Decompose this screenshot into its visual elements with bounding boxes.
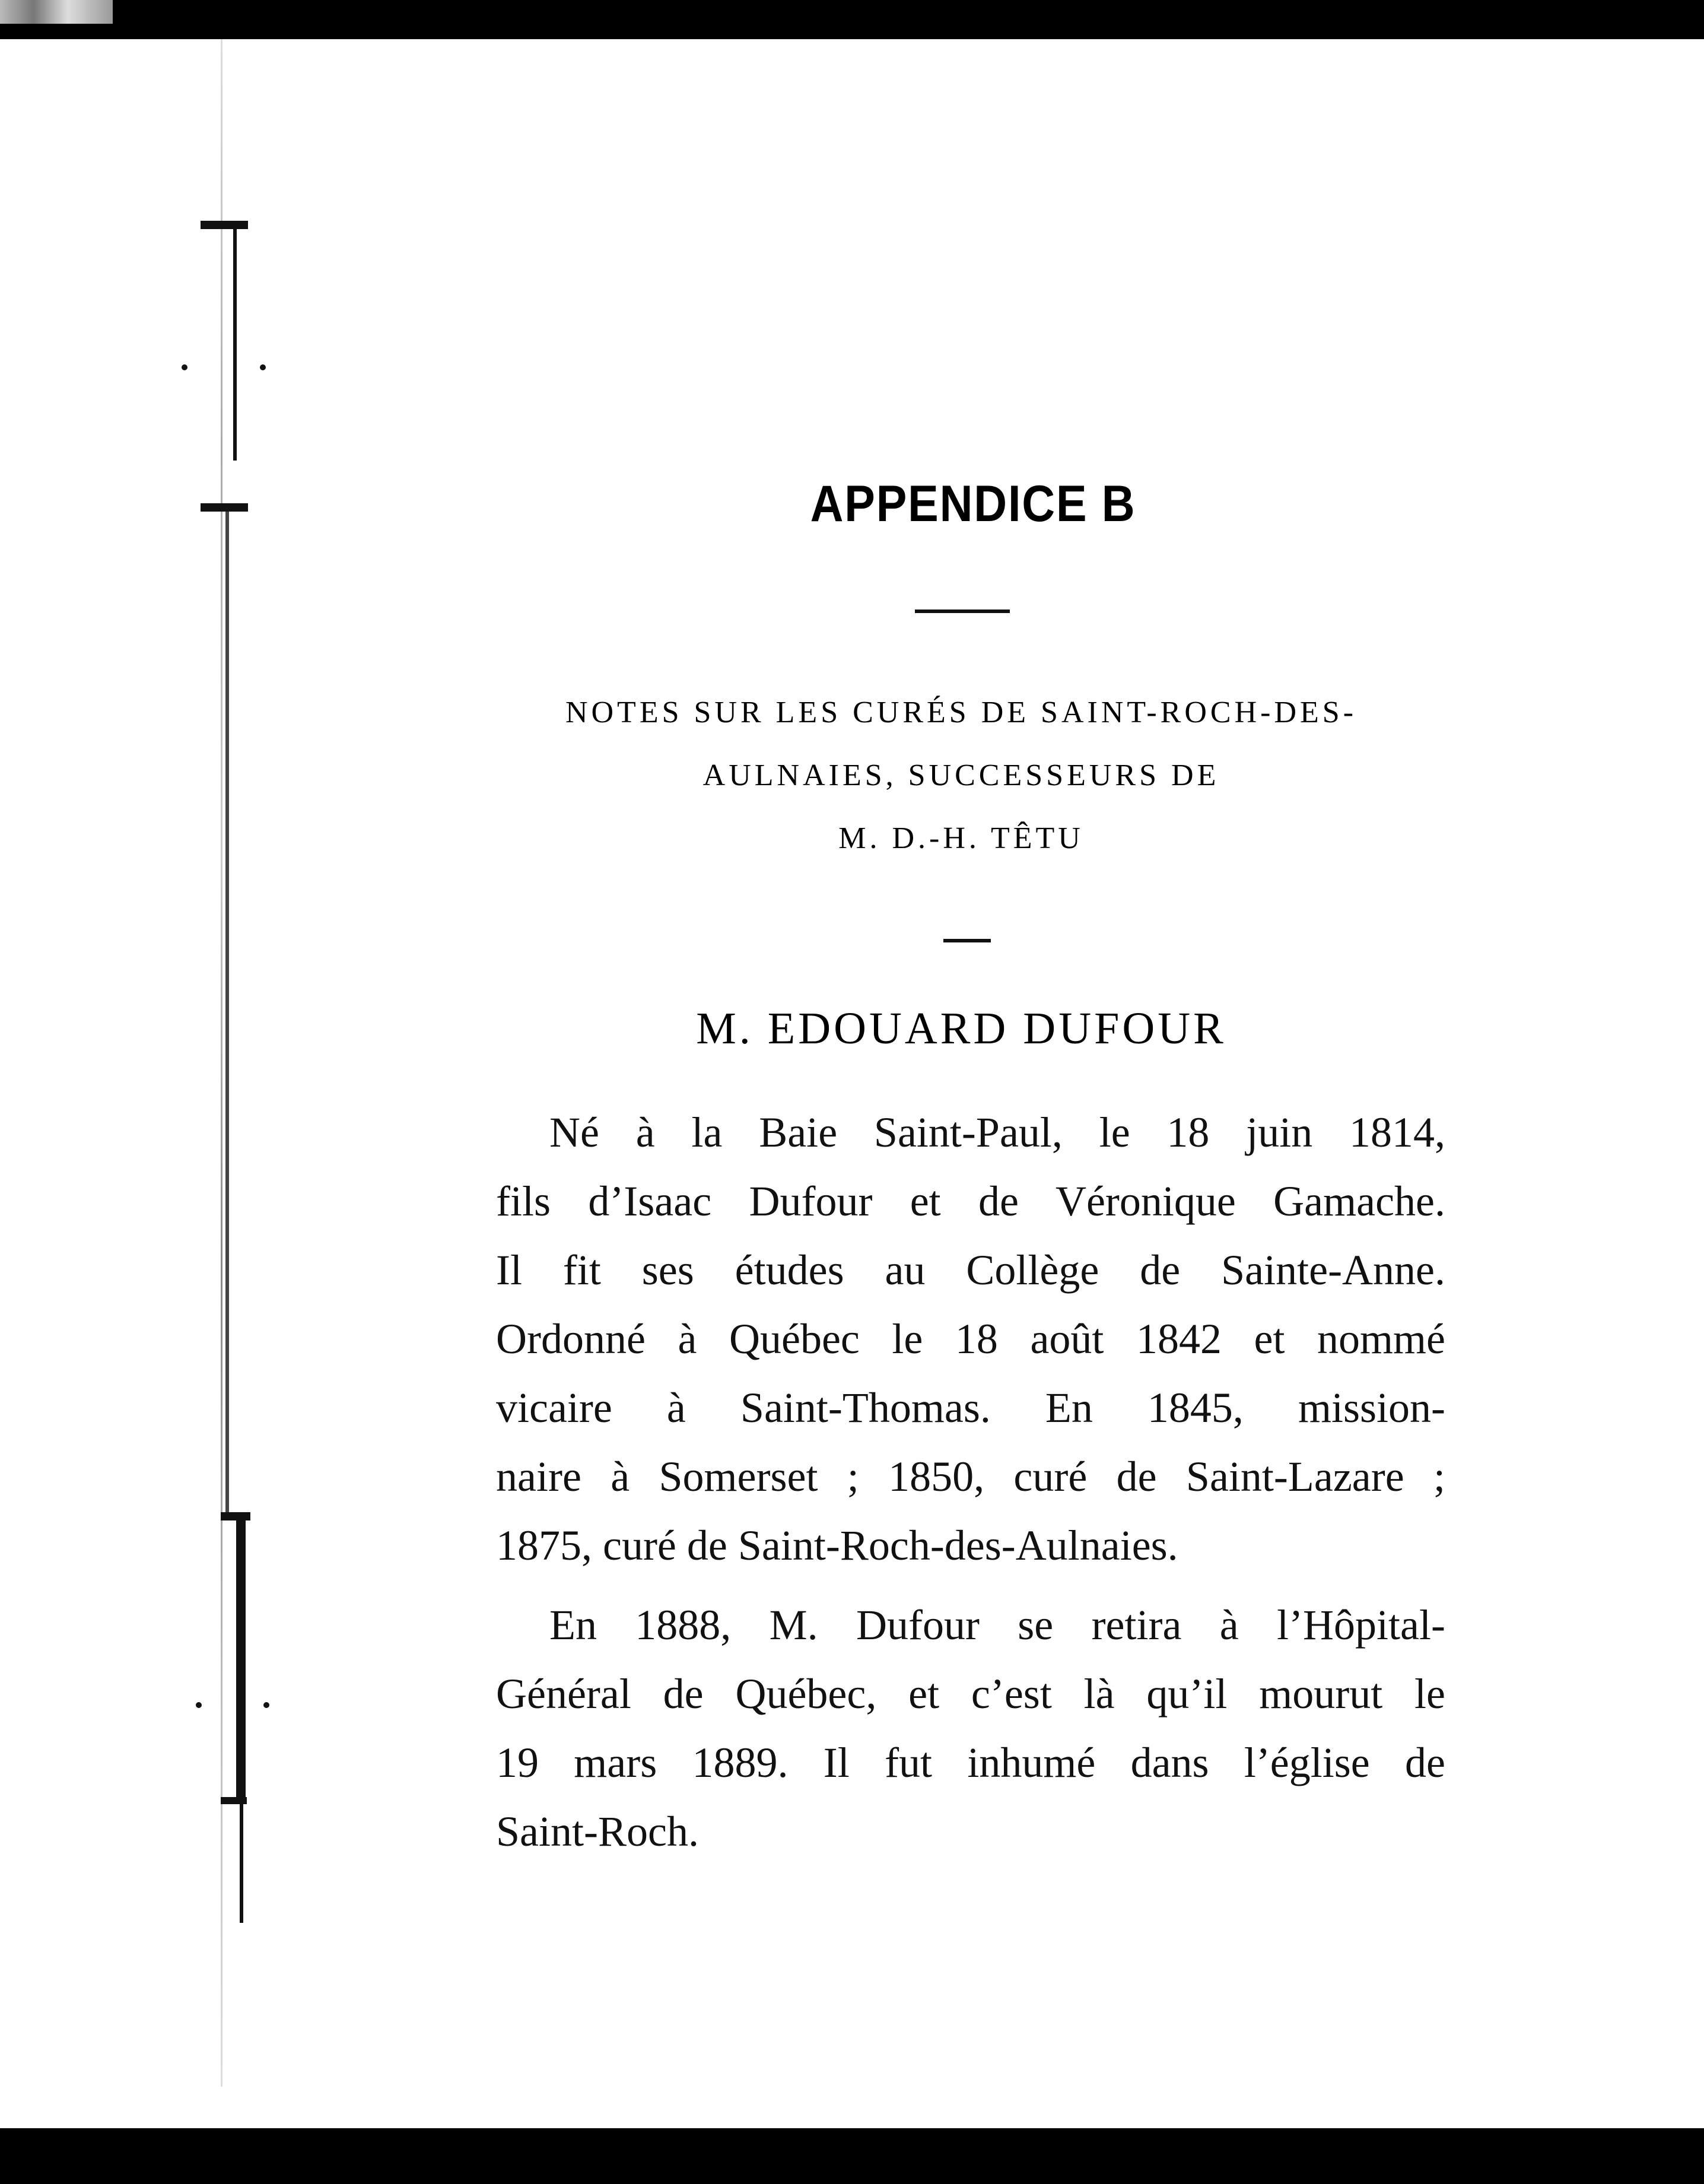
binding-hole	[196, 1702, 202, 1708]
text-line: 19 mars 1889. Il fut inhumé dans l’église de	[496, 1739, 1445, 1786]
title-rule	[915, 610, 1010, 613]
text-line: 1875, curé de Saint-Roch-des-Aulnaies.	[496, 1522, 1178, 1569]
text-line: naire à Somerset ; 1850, curé de Saint-Lazare ;	[496, 1453, 1445, 1500]
binding-thread	[233, 229, 237, 461]
text-line: Ordonné à Québec le 18 août 1842 et nommé	[496, 1315, 1445, 1363]
appendix-title: APPENDICE B	[810, 475, 1136, 532]
binding-stitch	[221, 1512, 250, 1520]
text-line: Général de Québec, et c’est là qu’il mourut le	[496, 1670, 1445, 1718]
binding-hole	[260, 364, 266, 370]
binding-hole	[182, 364, 187, 370]
page-gutter	[221, 39, 222, 2087]
binding-stitch	[201, 503, 248, 512]
scan-edge	[0, 0, 113, 24]
text-line: fils d’Isaac Dufour et de Véronique Gamache.	[496, 1177, 1445, 1225]
paragraph	[496, 1098, 1445, 1580]
paragraph	[496, 1591, 1445, 1866]
subtitle-line: AULNAIES, SUCCESSEURS DE	[702, 758, 1220, 792]
text-line: En 1888, M. Dufour se retira à l’Hôpital-	[549, 1601, 1445, 1649]
binding-stitch	[221, 1797, 247, 1804]
text-line: Né à la Baie Saint-Paul, le 18 juin 1814,	[549, 1109, 1445, 1156]
binding-stitch	[201, 221, 248, 229]
subtitle-rule	[943, 939, 991, 942]
binding-thread	[240, 1804, 243, 1923]
binding-hole	[263, 1702, 269, 1708]
text-line: Saint-Roch.	[496, 1808, 699, 1855]
section-heading: M. EDOUARD DUFOUR	[696, 1004, 1226, 1053]
binding-thread	[236, 1520, 246, 1799]
subtitle-line: M. D.-H. TÊTU	[838, 821, 1084, 855]
text-line: Il fit ses études au Collège de Sainte-Anne.	[496, 1246, 1445, 1294]
appendix-subtitle	[475, 681, 1448, 870]
text-line: vicaire à Saint-Thomas. En 1845, mission-	[496, 1384, 1445, 1431]
subtitle-line: NOTES SUR LES CURÉS DE SAINT-ROCH-DES-	[565, 696, 1358, 729]
binding-thread	[225, 512, 229, 1520]
